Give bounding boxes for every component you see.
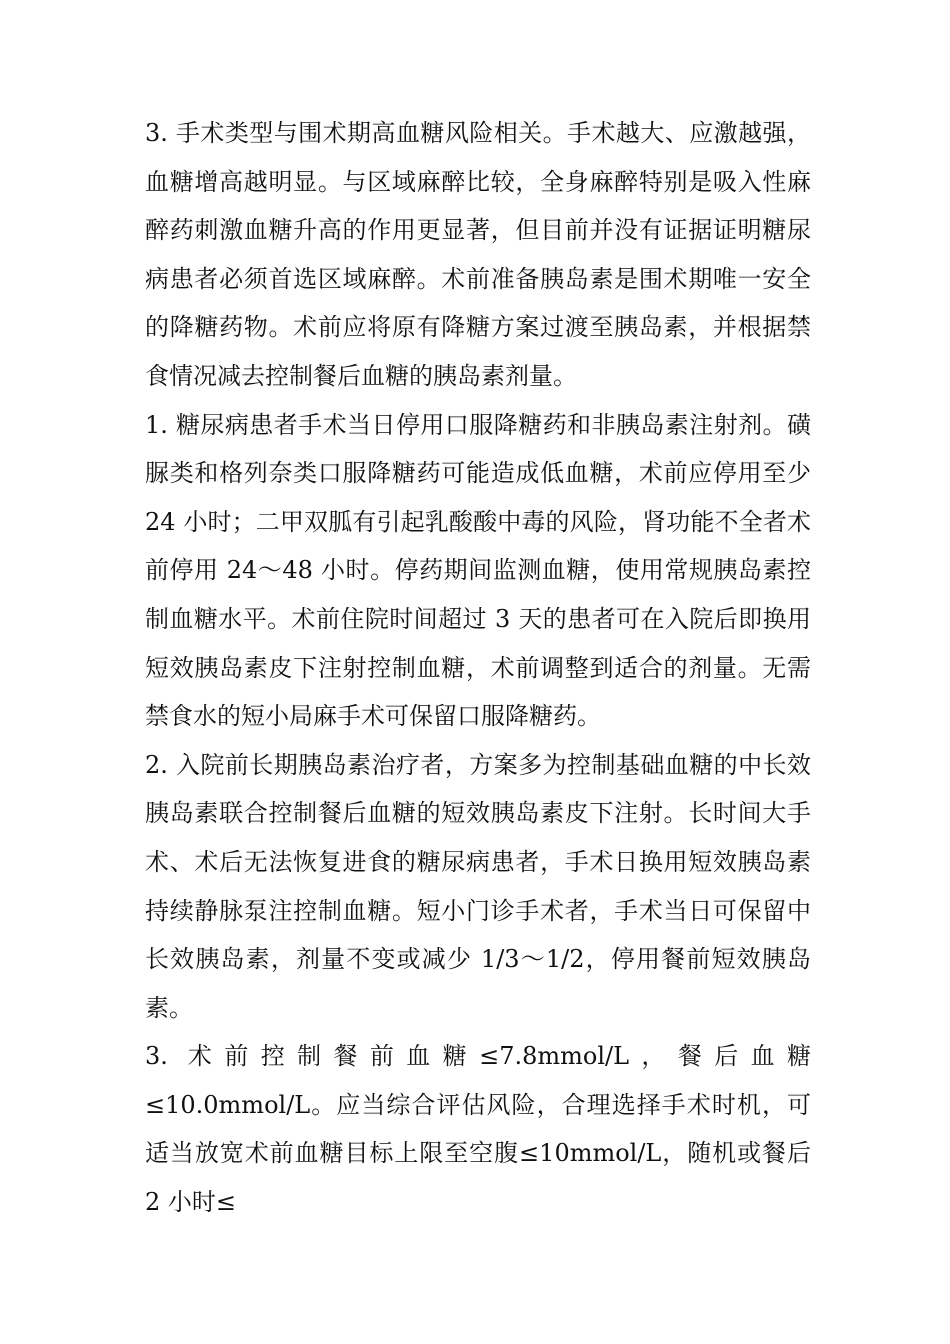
paragraph-glucose-targets: 3. 术前控制餐前血糖≤7.8mmol/L，餐后血糖≤10.0mmol/L。应当综合评估风险，合理选择手术时机，可适当放宽术前血糖目标上限至空腹≤10mmol/L，随机或餐后 2 小时≤ <box>145 1042 811 1217</box>
document-body <box>145 109 811 1227</box>
paragraph-surgery-type: 3. 手术类型与围术期高血糖风险相关。手术越大、应激越强，血糖增高越明显。与区域麻醉比较，全身麻醉特别是吸入性麻醉药刺激血糖升高的作用更显著，但目前并没有证据证明糖尿病患者必须首选区域麻醉。术前准备胰岛素是围术期唯一安全的降糖药物。术前应将原有降糖方案过渡至胰岛素，并根据禁食情况减去控制餐后血糖的胰岛素剂量。 <box>145 119 811 390</box>
paragraph-oral-drugs: 1. 糖尿病患者手术当日停用口服降糖药和非胰岛素注射剂。磺脲类和格列奈类口服降糖药可能造成低血糖，术前应停用至少 24 小时；二甲双胍有引起乳酸酸中毒的风险，肾功能不全者术前停用 24～48 小时。停药期间监测血糖，使用常规胰岛素控制血糖水平。术前住院时间超过 3 天的患者可在入院后即换用短效胰岛素皮下注射控制血糖，术前调整到适合的剂量。无需禁食水的短小局麻手术可保留口服降糖药。 <box>145 410 811 731</box>
paragraph-insulin-therapy: 2. 入院前长期胰岛素治疗者，方案多为控制基础血糖的中长效胰岛素联合控制餐后血糖的短效胰岛素皮下注射。长时间大手术、术后无法恢复进食的糖尿病患者，手术日换用短效胰岛素持续静脉泵注控制血糖。短小门诊手术者，手术当日可保留中长效胰岛素，剂量不变或减少 1/3～1/2，停用餐前短效胰岛素。 <box>145 750 811 1022</box>
